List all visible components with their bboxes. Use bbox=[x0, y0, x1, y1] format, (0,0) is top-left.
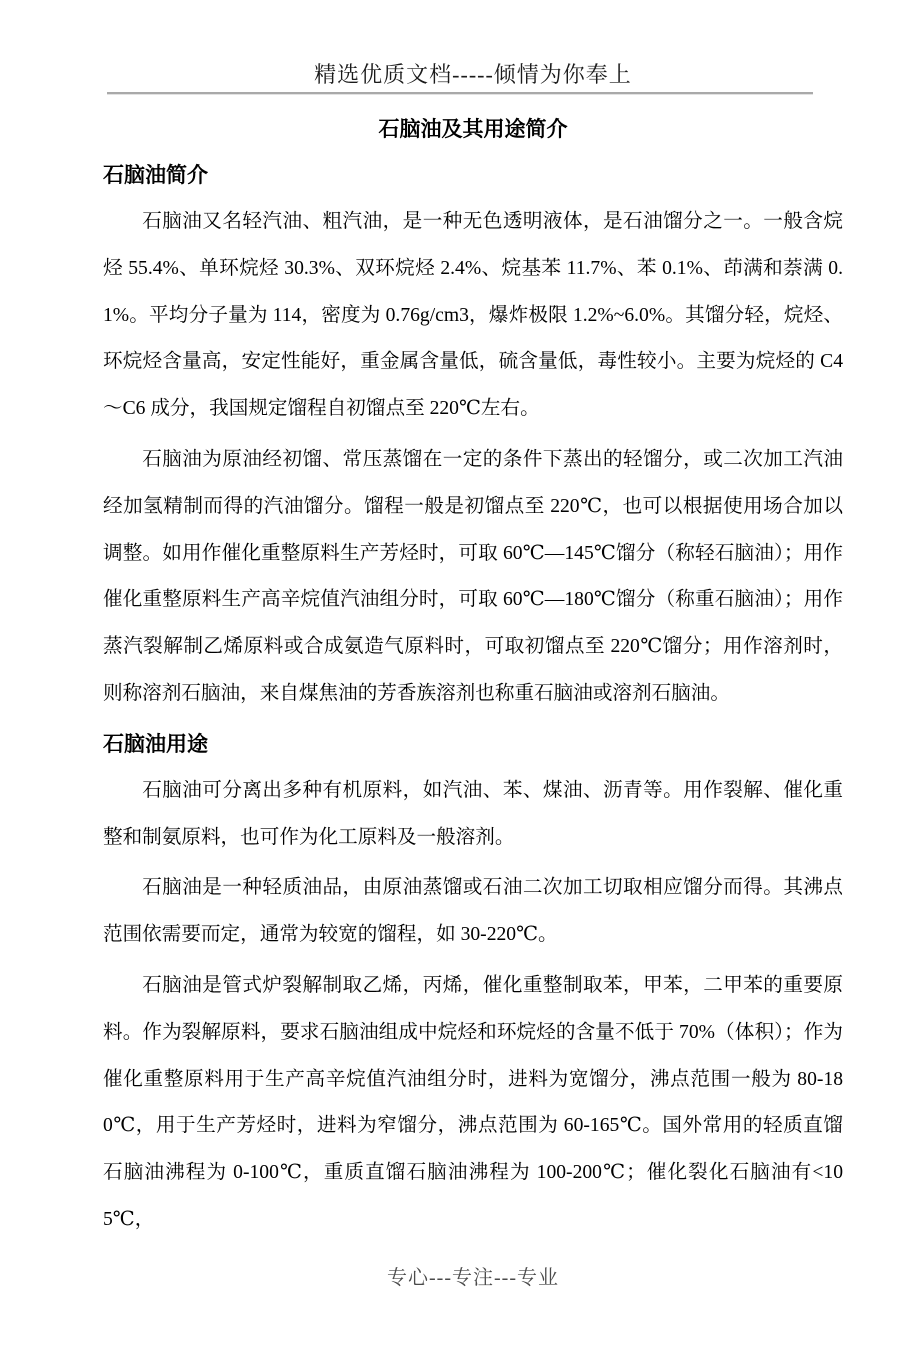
paragraph-intro-1: 石脑油又名轻汽油、粗汽油，是一种无色透明液体，是石油馏分之一。一般含烷烃 55.4%、单环烷烃 30.3%、双环烷烃 2.4%、烷基苯 11.7%、苯 0.1%、茚满和萘满 0.1%。平均分子量为 114，密度为 0.76g/cm3，爆炸极限 1.2%~6.0%。其馏分轻，烷烃、环烷烃含量高，安定性能好，重金属含量低，硫含量低，毒性较小。主要为烷烃的 C4～C6 成分，我国规定馏程自初馏点至 220℃左右。 bbox=[103, 211, 843, 420]
document-page bbox=[103, 60, 843, 1244]
paragraph-uses-2: 石脑油是一种轻质油品，由原油蒸馏或石油二次加工切取相应馏分而得。其沸点范围依需要而定，通常为较宽的馏程，如 30-220℃。 bbox=[103, 877, 843, 946]
page-footer-text: 专心---专注---专业 bbox=[387, 1267, 559, 1289]
paragraph-uses-3: 石脑油是管式炉裂解制取乙烯，丙烯，催化重整制取苯，甲苯，二甲苯的重要原料。作为裂解原料，要求石脑油组成中烷烃和环烷烃的含量不低于 70%（体积）；作为催化重整原料用于生产高辛烷值汽油组分时，进料为宽馏分，沸点范围一般为 80-180℃，用于生产芳烃时，进料为窄馏分，沸点范围为 60-165℃。国外常用的轻质直馏石脑油沸程为 0-100℃，重质直馏石脑油沸程为 100-200℃；催化裂化石脑油有<105℃， bbox=[103, 974, 843, 1230]
header-rule bbox=[107, 92, 813, 95]
paragraph-intro-2: 石脑油为原油经初馏、常压蒸馏在一定的条件下蒸出的轻馏分，或二次加工汽油经加氢精制而得的汽油馏分。馏程一般是初馏点至 220℃，也可以根据使用场合加以调整。如用作催化重整原料生产芳烃时，可取 60℃—145℃馏分（称轻石脑油）；用作催化重整原料生产高辛烷值汽油组分时，可取 60℃—180℃馏分（称重石脑油）；用作蒸汽裂解制乙烯原料或合成氨造气原料时，可取初馏点至 220℃馏分；用作溶剂时，则称溶剂石脑油，来自煤焦油的芳香族溶剂也称重石脑油或溶剂石脑油。 bbox=[103, 448, 843, 704]
section-heading-naphtha-intro: 石脑油简介 bbox=[103, 164, 208, 187]
page-header-text: 精选优质文档-----倾情为你奉上 bbox=[314, 62, 632, 87]
paragraph-uses-1: 石脑油可分离出多种有机原料，如汽油、苯、煤油、沥青等。用作裂解、催化重整和制氨原料，也可作为化工原料及一般溶剂。 bbox=[103, 779, 843, 848]
section-heading-naphtha-uses: 石脑油用途 bbox=[103, 732, 208, 756]
document-title: 石脑油及其用途简介 bbox=[378, 118, 568, 141]
